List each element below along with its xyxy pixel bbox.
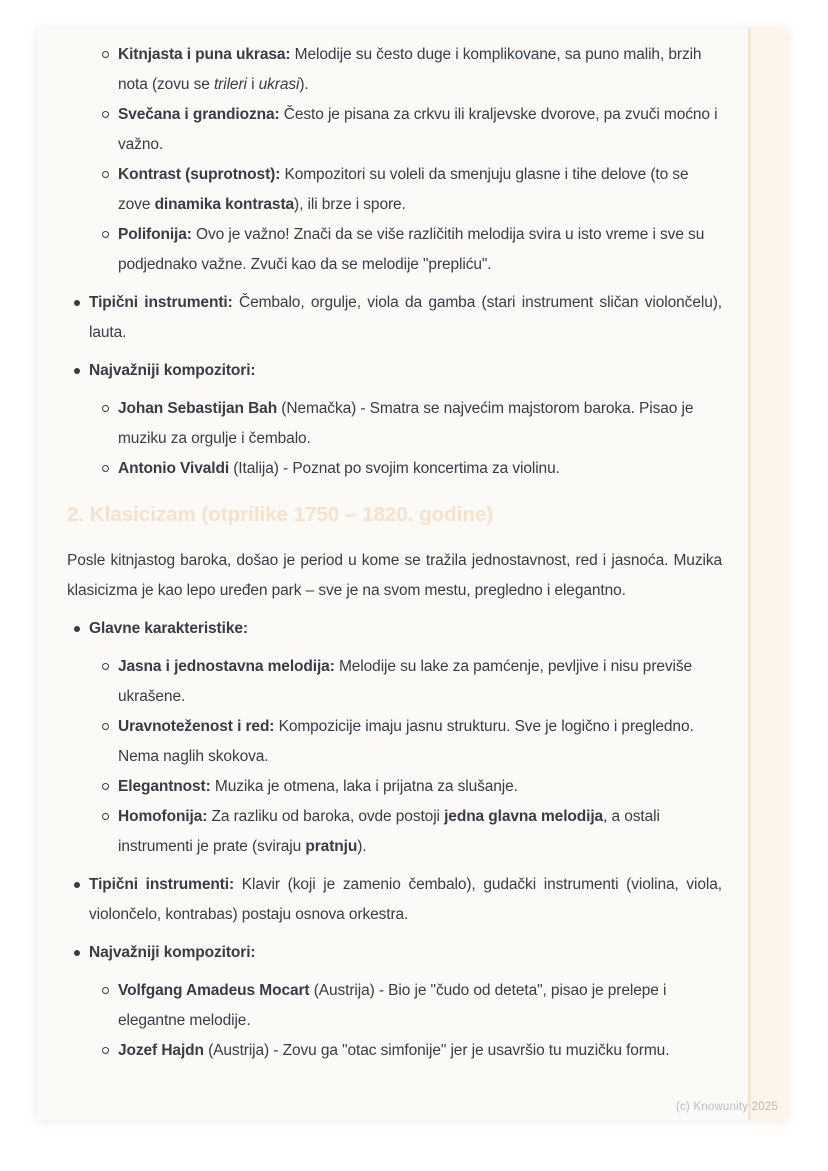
- list-item-text: [89, 614, 722, 644]
- list-item: [67, 712, 722, 772]
- list-item: [67, 802, 722, 862]
- sub-bullet-list: [67, 652, 722, 862]
- bold-text: Svečana i grandiozna:: [118, 106, 280, 123]
- list-item: [67, 938, 722, 968]
- bold-text: Najvažniji kompozitori:: [89, 362, 256, 379]
- bullet-list: [67, 614, 722, 644]
- list-item-text: [89, 870, 722, 930]
- bold-text: Johan Sebastijan Bah: [118, 400, 278, 417]
- bold-text: Elegantnost:: [118, 778, 211, 795]
- list-item: [67, 40, 722, 100]
- list-item: [67, 394, 722, 454]
- bold-text: Glavne karakteristike:: [89, 620, 248, 637]
- list-item: [67, 100, 722, 160]
- paragraph: [67, 546, 722, 606]
- text-run: Često je pisana za crkvu ili kraljevske dvorove, pa zvuči moćno i važno.: [118, 106, 718, 153]
- bullet-list: [67, 288, 722, 348]
- list-item: [67, 160, 722, 220]
- text-run: ).: [299, 76, 309, 93]
- open-circle-bullet-icon: [101, 652, 118, 682]
- bold-text: Tipični instrumenti:: [89, 294, 233, 311]
- open-circle-bullet-icon: [101, 802, 118, 832]
- bold-text: dinamika kontrasta: [154, 196, 295, 213]
- bold-text: Polifonija:: [118, 226, 192, 243]
- list-item-text: [118, 712, 722, 772]
- text-run: Kompozitori su voleli da smenjuju glasne i tihe delove (to se zove: [118, 166, 689, 213]
- text-run: ).: [357, 838, 367, 855]
- list-item-text: [118, 652, 722, 712]
- section-heading: 2. Klasicizam (otprilike 1750 – 1820. godine): [67, 503, 494, 526]
- bold-text: Homofonija:: [118, 808, 208, 825]
- bold-text: Kontrast (suprotnost):: [118, 166, 281, 183]
- text-run: i: [246, 76, 259, 93]
- bold-text: pratnju: [305, 838, 358, 855]
- list-item: [67, 772, 722, 802]
- bold-text: Uravnoteženost i red:: [118, 718, 275, 735]
- bullet-icon: [73, 614, 89, 644]
- text-run: (Austrija) - Zovu ga "otac simfonije" jer je usavršio tu muzičku formu.: [203, 1042, 670, 1059]
- list-item: [67, 652, 722, 712]
- open-circle-bullet-icon: [101, 712, 118, 742]
- list-item: [67, 614, 722, 644]
- italic-text: trileri: [213, 76, 247, 93]
- open-circle-bullet-icon: [101, 1036, 118, 1066]
- open-circle-bullet-icon: [101, 394, 118, 424]
- page-card: [37, 28, 788, 1120]
- open-circle-bullet-icon: [101, 160, 118, 190]
- text-run: Kompozicije imaju jasnu strukturu. Sve je logično i pregledno. Nema naglih skokova.: [118, 718, 694, 765]
- list-item-text: [89, 356, 722, 386]
- list-item-text: [118, 454, 722, 484]
- list-item: [67, 356, 722, 386]
- bold-text: Kitnjasta i puna ukrasa:: [118, 46, 291, 63]
- text-run: Posle kitnjastog baroka, došao je period u kome se tražila jednostavnost, red i jasnoća. Muzika klasicizma je kao lepo uređen park – sve je na svom mestu, pregledno i elegantno.: [67, 552, 722, 599]
- text-run: (Nemačka) - Smatra se najvećim majstorom baroka. Pisao je muziku za orgulje i čembalo.: [118, 400, 694, 447]
- list-item-text: [118, 772, 722, 802]
- text-run: Melodije su lake za pamćenje, pevljive i nisu previše ukrašene.: [118, 658, 693, 705]
- open-circle-bullet-icon: [101, 40, 118, 70]
- bullet-list: [67, 870, 722, 930]
- list-item-text: [89, 938, 722, 968]
- bullet-list: [67, 938, 722, 968]
- list-item: [67, 870, 722, 930]
- open-circle-bullet-icon: [101, 976, 118, 1006]
- open-circle-bullet-icon: [101, 454, 118, 484]
- list-item-text: [89, 288, 722, 348]
- text-run: Melodije su često duge i komplikovane, sa puno malih, brzih nota (zovu se: [118, 46, 702, 93]
- list-item-text: [118, 220, 722, 280]
- copyright-watermark: (c) Knowunity 2025: [675, 1101, 778, 1113]
- text-run: , a ostali instrumenti je prate (sviraju: [118, 808, 660, 855]
- text-run: Klavir (koji je zamenio čembalo), gudački instrumenti (violina, viola, violončelo, kontrabas) postaju osnova orkestra.: [89, 876, 722, 923]
- open-circle-bullet-icon: [101, 772, 118, 802]
- bold-text: Jozef Hajdn: [118, 1042, 204, 1059]
- bullet-list: [67, 356, 722, 386]
- list-item-text: [118, 40, 722, 100]
- text-run: Ovo je važno! Znači da se više različitih melodija svira u isto vreme i sve su podjednako važne. Zvuči kao da se melodije "prepliću".: [118, 226, 705, 273]
- bullet-icon: [73, 288, 89, 318]
- bold-text: jedna glavna melodija: [444, 808, 604, 825]
- bold-text: Volfgang Amadeus Mocart: [118, 982, 310, 999]
- decorative-right-stripe: [748, 28, 788, 1120]
- open-circle-bullet-icon: [101, 220, 118, 250]
- text-run: Muzika je otmena, laka i prijatna za slušanje.: [210, 778, 518, 795]
- list-item: [67, 1036, 722, 1066]
- text-run: Za razliku od baroka, ovde postoji: [207, 808, 445, 825]
- sub-bullet-list: [67, 976, 722, 1066]
- bold-text: Jasna i jednostavna melodija:: [118, 658, 335, 675]
- list-item-text: [118, 100, 722, 160]
- list-item: [67, 220, 722, 280]
- bullet-icon: [73, 870, 89, 900]
- text-run: (Austrija) - Bio je "čudo od deteta", pisao je prelepe i elegantne melodije.: [118, 982, 667, 1029]
- bullet-icon: [73, 938, 89, 968]
- italic-text: ukrasi: [258, 76, 300, 93]
- bold-text: Tipični instrumenti:: [89, 876, 235, 893]
- list-item-text: [118, 1036, 722, 1066]
- bullet-icon: [73, 356, 89, 386]
- open-circle-bullet-icon: [101, 100, 118, 130]
- sub-bullet-list: [67, 394, 722, 484]
- sub-bullet-list: [67, 40, 722, 280]
- list-item-text: [118, 976, 722, 1036]
- text-run: ), ili brze i spore.: [294, 196, 406, 213]
- list-item-text: [118, 802, 722, 862]
- list-item-text: [118, 394, 722, 454]
- text-run: Čembalo, orgulje, viola da gamba (stari instrument sličan violončelu), lauta.: [89, 294, 722, 341]
- bold-text: Antonio Vivaldi: [118, 460, 230, 477]
- list-item-text: [118, 160, 722, 220]
- text-run: (Italija) - Poznat po svojim koncertima za violinu.: [229, 460, 560, 477]
- list-item: [67, 288, 722, 348]
- list-item: [67, 976, 722, 1036]
- bold-text: Najvažniji kompozitori:: [89, 944, 256, 961]
- document-content: [67, 40, 722, 1066]
- list-item: [67, 454, 722, 484]
